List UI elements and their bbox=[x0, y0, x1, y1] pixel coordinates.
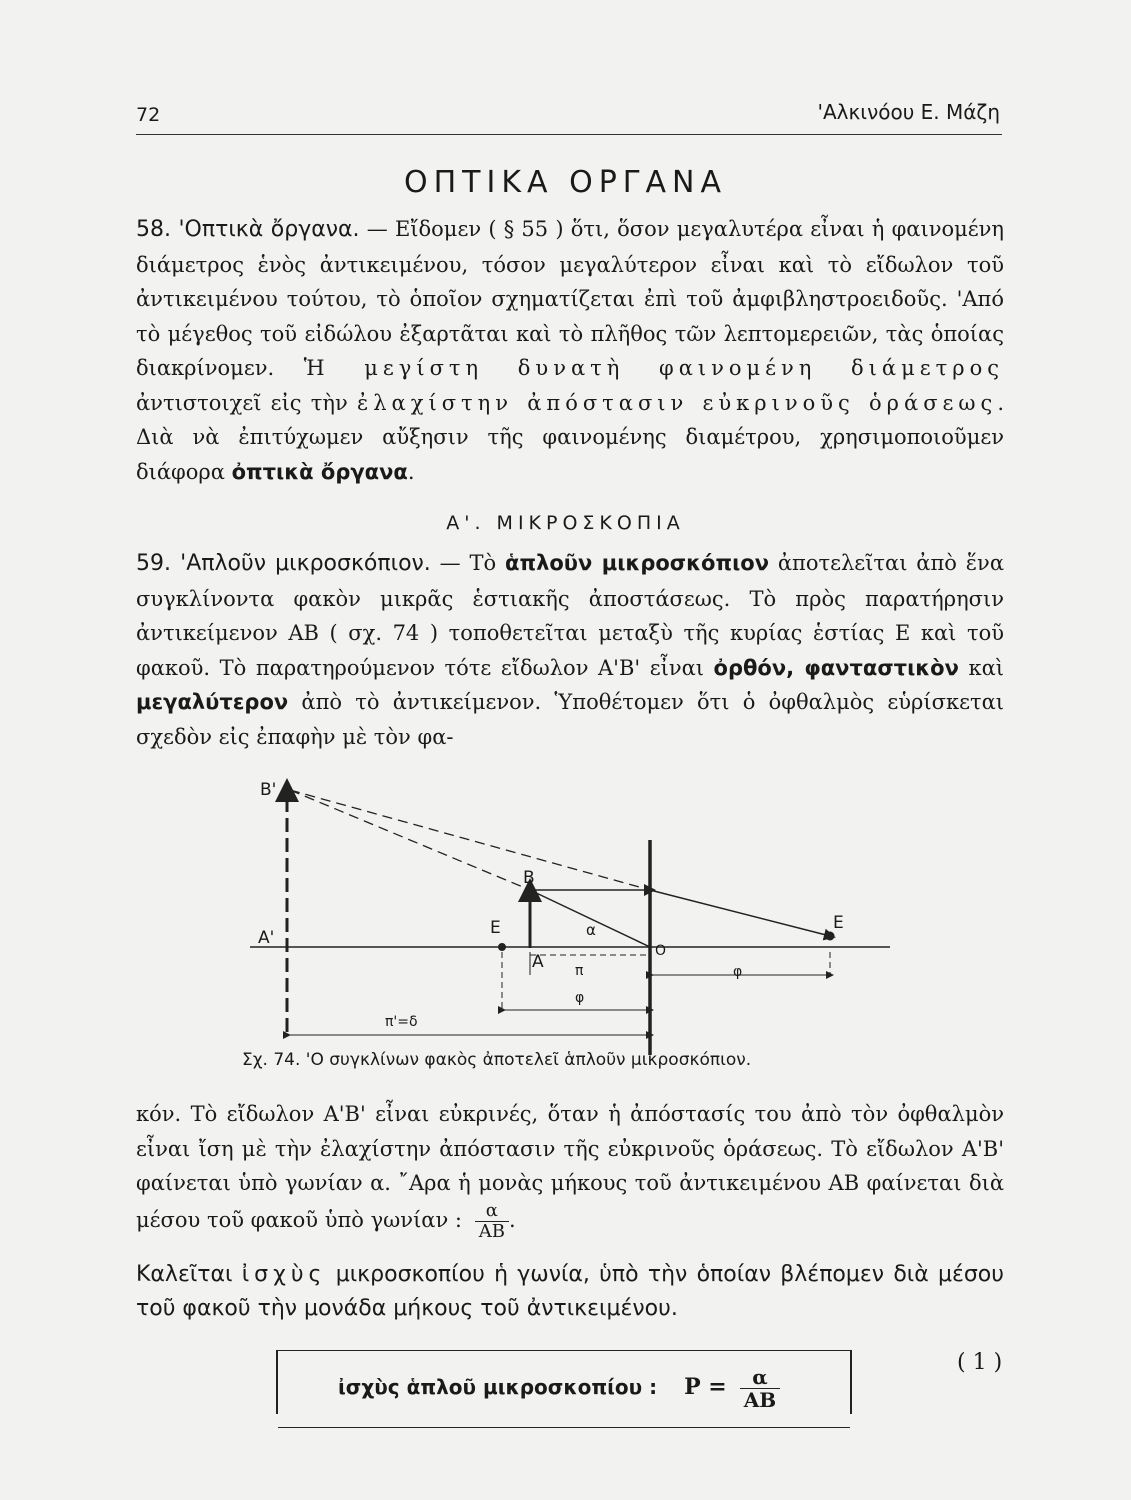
chapter-title: ΟΠΤΙΚΑ ΟΡΓΑΝΑ bbox=[404, 165, 727, 200]
focus-right bbox=[826, 932, 834, 940]
label-e-right: E bbox=[833, 913, 844, 933]
fraction-alpha-ab bbox=[475, 1201, 509, 1242]
s59-bold2: ὀρθόν, φανταστικὸν bbox=[713, 655, 959, 680]
section-59-heading: 59. 'Απλοῦν μικροσκόπιον. bbox=[136, 551, 431, 576]
label-a-prime: A' bbox=[258, 928, 275, 948]
formula-label: ἰσχὺς ἁπλοῦ μικροσκοπίου : bbox=[338, 1375, 658, 1399]
definition-text2: μικροσκοπίου ἡ γωνία, ὑπὸ τὴν ὁποίαν βλέπομεν διὰ μέσου τοῦ φακοῦ τὴν μονάδα μήκους τοῦ ἀντικειμένου. bbox=[136, 1262, 1004, 1321]
s58-bold: ὀπτικὰ ὄργανα bbox=[231, 459, 408, 484]
formula-lhs: P = bbox=[684, 1374, 727, 1400]
label-alpha: α bbox=[586, 921, 596, 939]
formula-numerator: α bbox=[752, 1365, 768, 1389]
continuation-paragraph bbox=[136, 1097, 1004, 1242]
ray-to-focus bbox=[650, 890, 830, 936]
definition-spaced: ἰσχὺς bbox=[241, 1262, 327, 1287]
formula-box bbox=[276, 1350, 852, 1414]
equation-number: ( 1 ) bbox=[957, 1350, 1003, 1375]
definition-text1: Καλεῖται bbox=[136, 1262, 242, 1287]
label-o: O bbox=[655, 943, 667, 959]
s58-text1: — Εἴδομεν ( § 55 ) ὅτι, ὅσον μεγαλυτέρα εἶναι ἡ φαινομένη διάμετρος ἑνὸς ἀντικειμένου, τόσον μεγαλύτερον εἶναι καὶ τὸ εἴδωλον τοῦ ἀντικειμένου τούτου, τὸ ὁποῖον σχηματίζεται ἐπὶ τοῦ ἀμφιβληστροειδοῦς. 'Από τὸ μέγεθος τοῦ εἰδώλου ἐξαρτᾶται καὶ τὸ πλῆθος τῶν λεπτομερειῶν, τὰς ὁποίας διακρίνομεν. bbox=[136, 217, 1004, 380]
definition-paragraph bbox=[136, 1258, 1004, 1326]
figure-74-diagram bbox=[230, 770, 910, 1055]
formula-fraction bbox=[740, 1366, 780, 1411]
virtual-ray-1 bbox=[290, 790, 650, 890]
section-58-paragraph bbox=[136, 212, 1004, 489]
fraction-denominator: ΑΒ bbox=[475, 1221, 509, 1242]
s59-text2: ἀποτελεῖται ἀπὸ ἕνα συγκλίνοντα φακὸν μικρᾶς ἑστιακῆς ἀποστάσεως. Τὸ πρὸς παρατήρησιν ἀντικείμενον ΑΒ ( σχ. 74 ) τοποθετεῖται μεταξὺ τῆς κυρίας ἑστίας Ε καὶ τοῦ φακοῦ. Τὸ παρατηρούμενον τότε εἴδωλον Α'Β' εἶναι bbox=[136, 551, 1004, 680]
section-58-heading: 58. 'Οπτικὰ ὄργανα. bbox=[136, 217, 360, 242]
section-title: Α'. ΜΙΚΡΟΣΚΟΠΙΑ bbox=[446, 512, 685, 534]
s59-text1: — Τὸ bbox=[430, 551, 506, 575]
s59-bold1: ἁπλοῦν μικροσκόπιον bbox=[505, 551, 770, 575]
label-phi-right: φ bbox=[733, 964, 743, 980]
running-author: 'Αλκινόου Ε. Μάζη bbox=[817, 100, 1000, 124]
s59-text4: ἀπὸ τὸ ἀντικείμενον. Ὑποθέτομεν ὅτι ὁ ὀφθαλμὸς εὑρίσκεται σχεδὸν εἰς ἐπαφὴν μὲ τὸν φα- bbox=[136, 690, 1004, 749]
page-number: 72 bbox=[136, 104, 161, 126]
label-pi: π bbox=[575, 963, 584, 979]
s58-spaced2: ἐλαχίστην ἀπόστασιν εὐκρινοῦς ὁράσεως bbox=[356, 390, 998, 415]
s58-text3: . Διὰ νὰ ἐπιτύχωμεν αὔξησιν τῆς φαινομένης διαμέτρου, χρησιμοποιοῦμεν διάφορα bbox=[136, 390, 1004, 484]
label-b: B bbox=[523, 868, 535, 888]
label-phi-bottom: φ bbox=[575, 990, 585, 1006]
virtual-ray-2 bbox=[290, 790, 530, 890]
s58-text4: . bbox=[407, 459, 415, 484]
s59-text3: καὶ bbox=[958, 655, 1004, 680]
label-a: A bbox=[532, 952, 544, 972]
formula-denominator: AB bbox=[740, 1388, 780, 1411]
label-pi-delta: π'=δ bbox=[385, 1014, 418, 1030]
focus-left bbox=[499, 944, 506, 951]
label-e-left: E bbox=[490, 918, 501, 938]
s58-text2: ἀντιστοιχεῖ εἰς τὴν bbox=[136, 390, 357, 415]
section-59-paragraph bbox=[136, 546, 1004, 754]
label-b-prime: B' bbox=[260, 780, 277, 800]
continuation-text: κόν. Τὸ εἴδωλον Α'Β' εἶναι εὐκρινές, ὅταν ἡ ἀπόστασίς του ἀπὸ τὸν ὀφθαλμὸν εἶναι ἴση μὲ τὴν ἐλαχίστην ἀπόστασιν τῆς εὐκρινοῦς ὁράσεως. Τὸ εἴδωλον Α'Β' φαίνεται ὑπὸ γωνίαν α. ῎Αρα ἡ μονὰς μήκους τοῦ ἀντικειμένου ΑΒ φαίνεται διὰ μέσου τοῦ φακοῦ ὑπὸ γωνίαν : bbox=[136, 1102, 1004, 1232]
running-header bbox=[136, 96, 1002, 135]
figure-caption: Σχ. 74. 'Ο συγκλίνων φακὸς ἀποτελεῖ ἁπλοῦν μικροσκόπιον. bbox=[242, 1050, 752, 1070]
s59-bold3: μεγαλύτερον bbox=[136, 690, 289, 714]
fraction-numerator: α bbox=[485, 1199, 498, 1221]
continuation-end: . bbox=[508, 1207, 516, 1232]
s58-spaced1: Ἡ μεγίστη δυνατὴ φαινομένη διάμετρος bbox=[303, 356, 1004, 380]
